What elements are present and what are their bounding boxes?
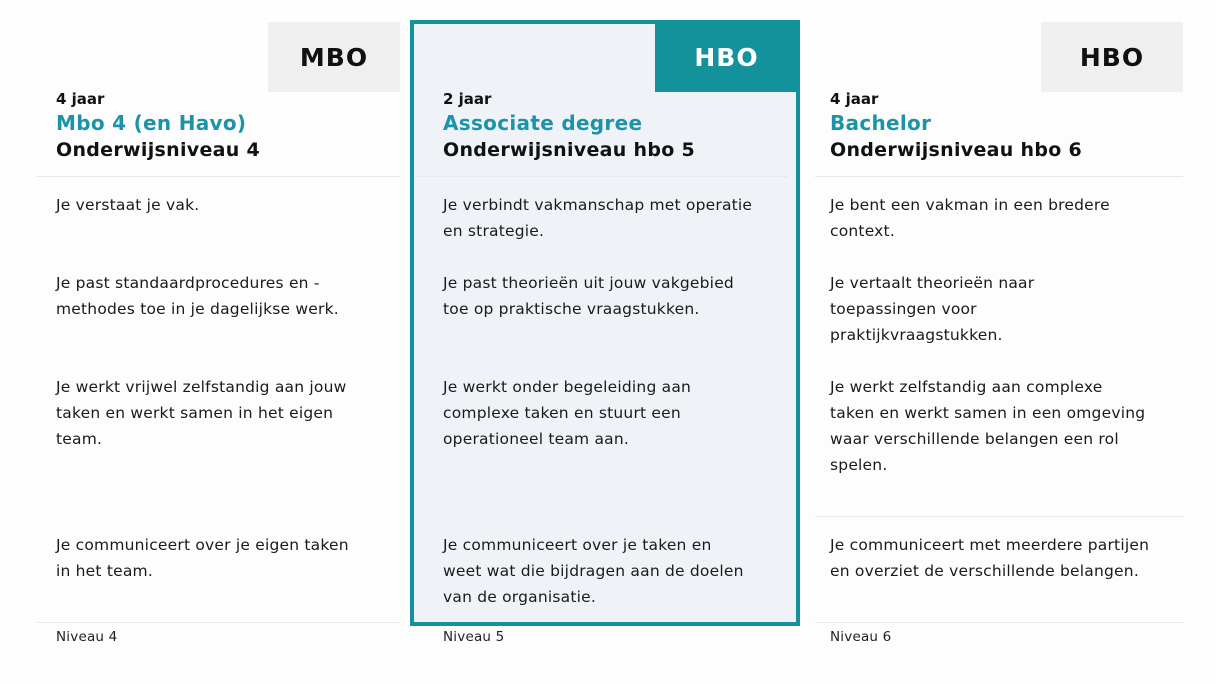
education-level: Onderwijsniveau 4 [56, 139, 261, 161]
statement-skill: Je bent een vakman in een bredere context. [830, 196, 1110, 240]
statement-independence: Je werkt zelfstandig aan complexe taken en werkt samen in een omgeving waar verschillende belangen een rol spelen. [830, 378, 1146, 474]
program-title: Associate degree [443, 111, 643, 135]
program-title: Mbo 4 (en Havo) [56, 111, 247, 135]
column-bachelor [815, 0, 1183, 684]
education-level: Onderwijsniveau hbo 5 [443, 139, 696, 161]
divider [36, 176, 400, 177]
statement-independence: Je werkt vrijwel zelfstandig aan jouw taken en werkt samen in het eigen team. [56, 378, 347, 448]
badge-hbo-bachelor: HBO [1041, 22, 1183, 92]
statement-skill: Je verstaat je vak. [56, 196, 200, 214]
divider [815, 622, 1183, 623]
duration-label: 2 jaar [443, 90, 492, 108]
statement-methods: Je past theorieën uit jouw vakgebied toe op praktische vraagstukken. [443, 274, 734, 318]
level-footer: Niveau 5 [443, 629, 505, 645]
divider [815, 176, 1183, 177]
divider [815, 516, 1183, 517]
duration-label: 4 jaar [830, 90, 879, 108]
statement-skill: Je verbindt vakmanschap met operatie en strategie. [443, 196, 753, 240]
duration-label: 4 jaar [56, 90, 105, 108]
divider [414, 176, 788, 177]
level-footer: Niveau 4 [56, 629, 118, 645]
level-footer: Niveau 6 [830, 629, 892, 645]
statement-independence: Je werkt onder begeleiding aan complexe taken en stuurt een operationeel team aan. [443, 378, 692, 448]
education-level: Onderwijsniveau hbo 6 [830, 139, 1083, 161]
badge-hbo-associate: HBO [655, 22, 798, 92]
statement-communication: Je communiceert over je eigen taken in het team. [56, 536, 349, 580]
column-mbo [36, 0, 400, 684]
statement-methods: Je vertaalt theorieën naar toepassingen voor praktijkvraagstukken. [830, 274, 1035, 344]
divider [36, 622, 400, 623]
statement-methods: Je past standaardprocedures en -methodes toe in je dagelijkse werk. [56, 274, 339, 318]
program-title: Bachelor [830, 111, 932, 135]
column-associate-degree [410, 0, 798, 684]
statement-communication: Je communiceert met meerdere partijen en overziet de verschillende belangen. [830, 536, 1150, 580]
statement-communication: Je communiceert over je taken en weet wat die bijdragen aan de doelen van de organisatie. [443, 536, 744, 606]
badge-mbo: MBO [268, 22, 400, 92]
